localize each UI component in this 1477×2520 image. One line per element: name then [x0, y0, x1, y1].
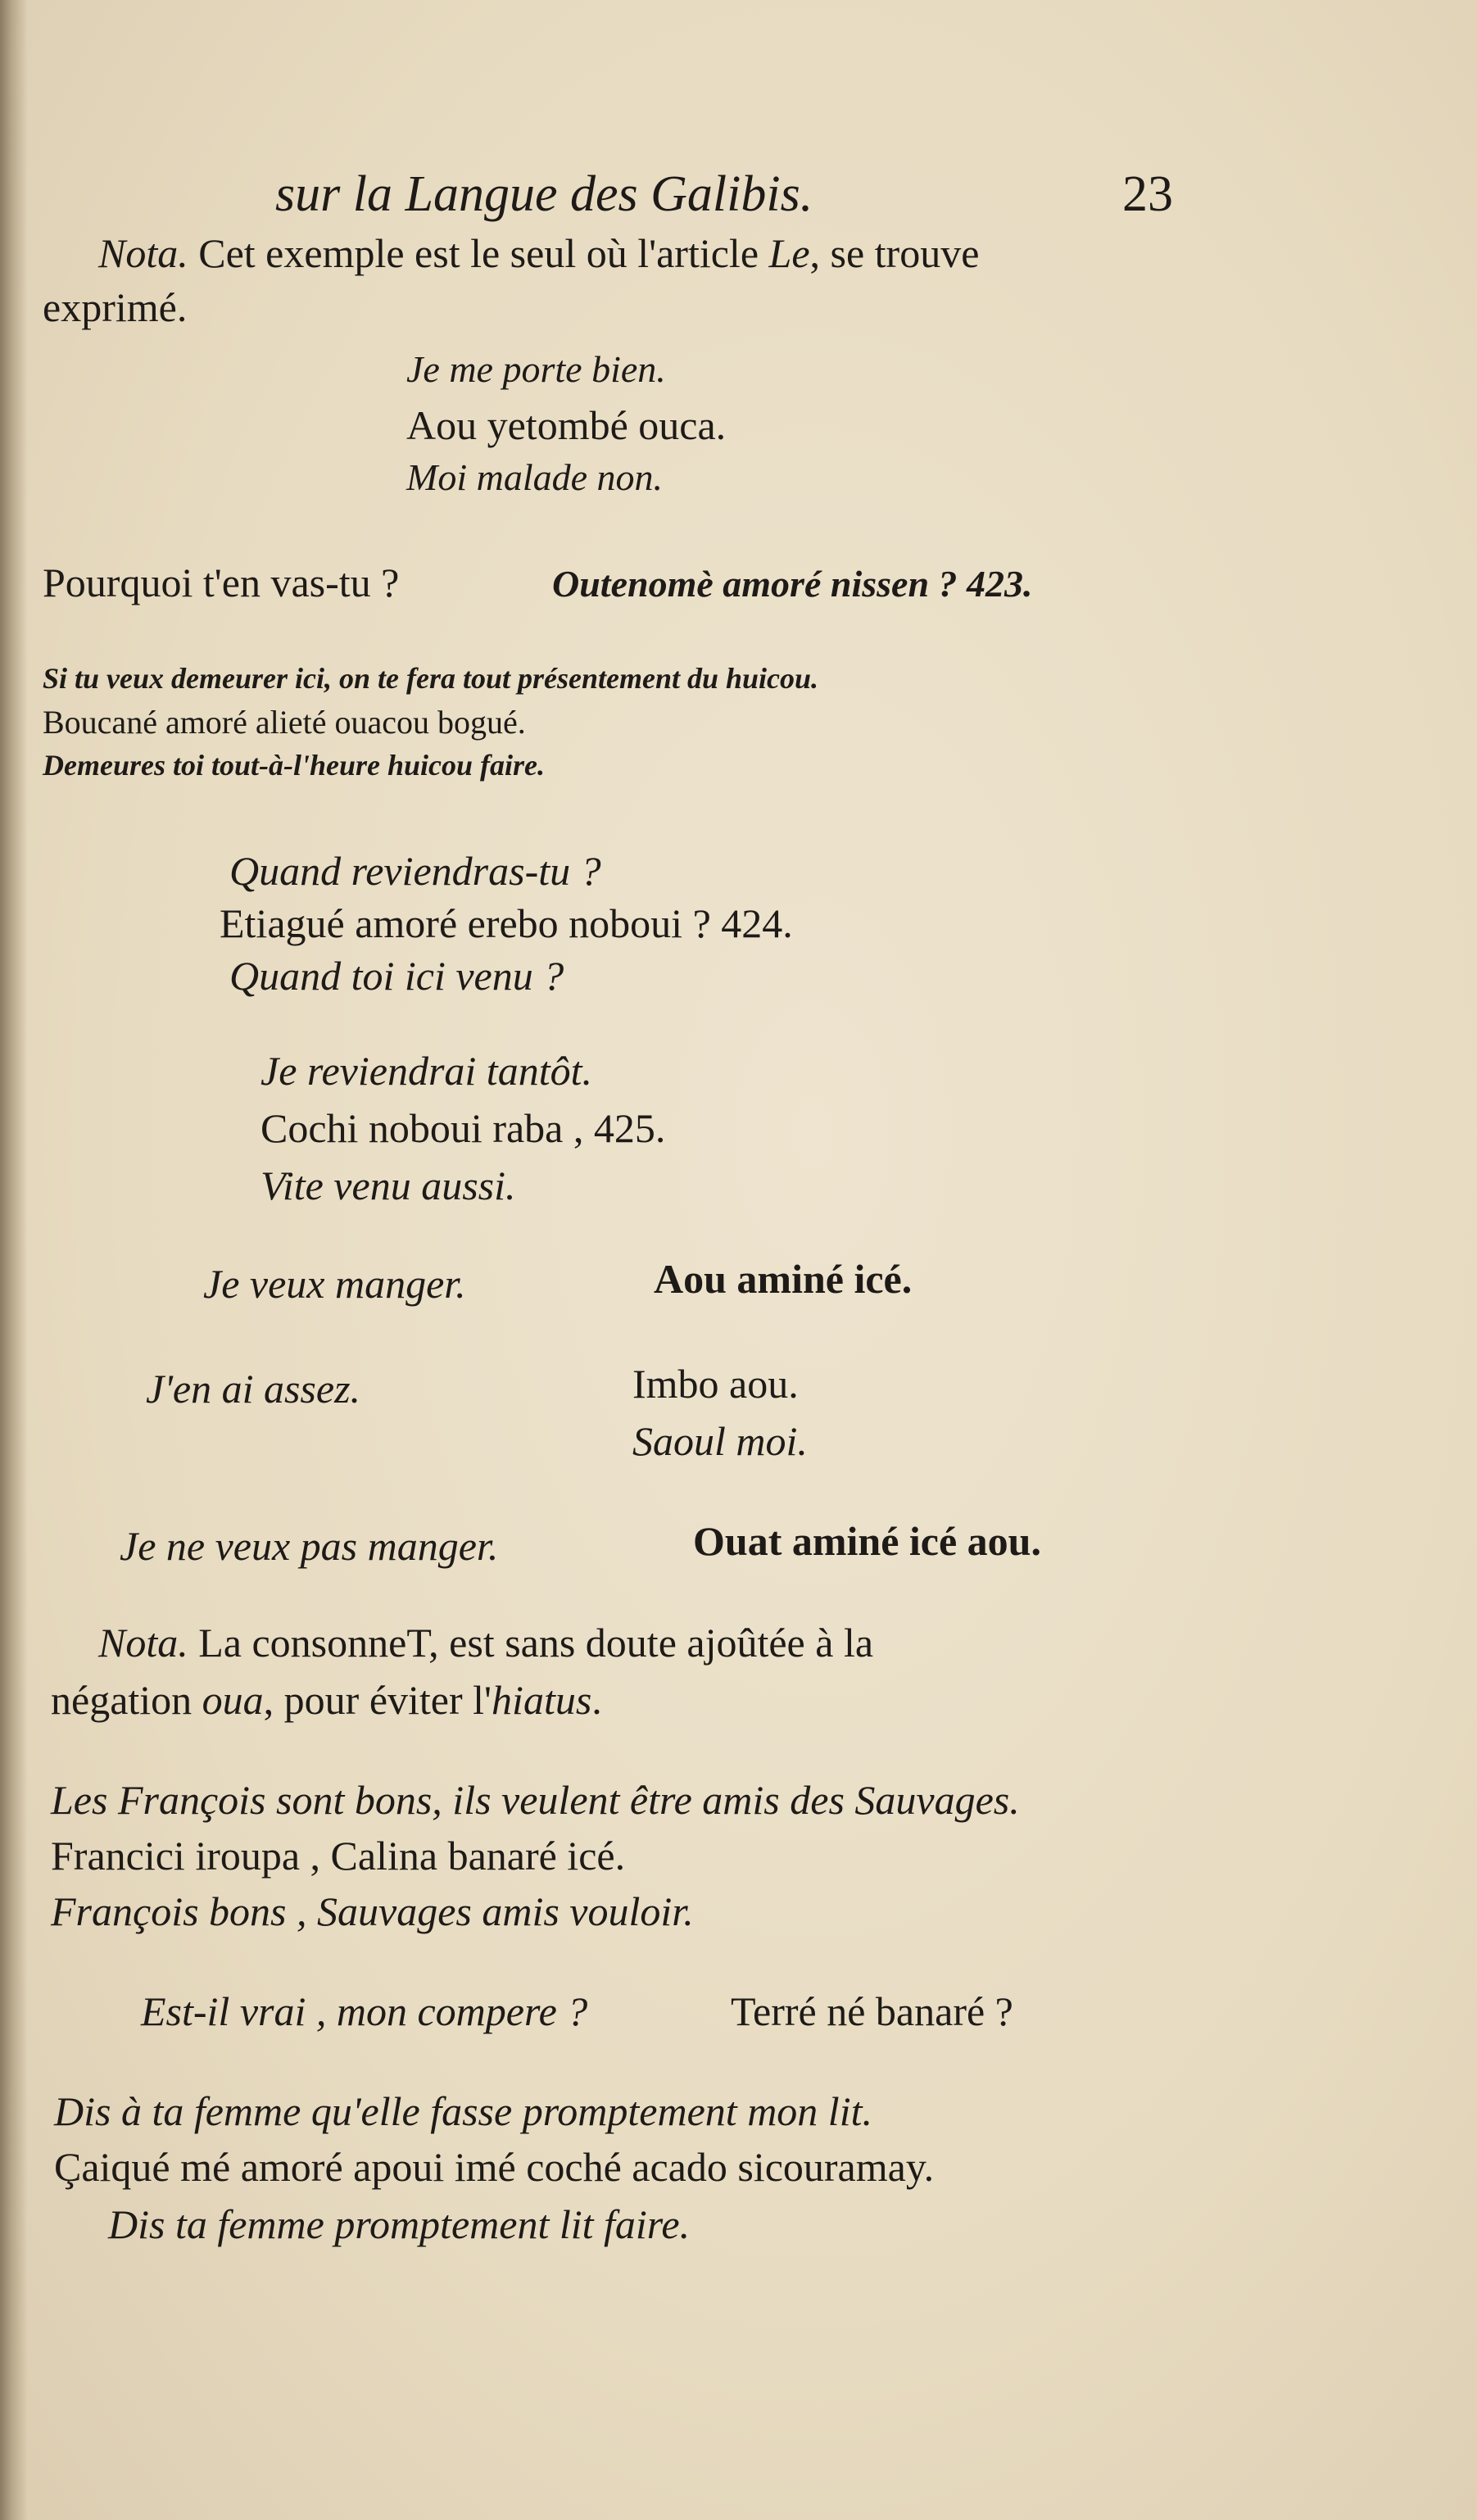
nota-label: Nota. [98, 230, 188, 276]
example-11-literal: Dis ta femme promptement lit faire. [108, 2201, 691, 2247]
example-4-galibi: Etiagué amoré erebo noboui ? 424. [220, 900, 793, 946]
example-5-galibi: Cochi noboui raba , 425. [261, 1105, 666, 1151]
example-5-literal: Vite venu aussi. [261, 1163, 516, 1208]
note-1-text: Cet exemple est le seul où l'article [198, 230, 759, 276]
page-gutter-shadow [0, 0, 28, 2520]
example-11-galibi: Çaiqué mé amoré apoui imé coché acado sicouramay. [54, 2144, 935, 2190]
page-number: 23 [1122, 166, 1173, 222]
example-2-galibi: Outenomè amoré nissen ? 423. [552, 563, 1033, 605]
running-head-title: sur la Langue des Galibis. [275, 166, 813, 222]
example-10-french: Est-il vrai , mon compere ? [141, 1988, 588, 2034]
example-9-literal: François bons , Sauvages amis vouloir. [51, 1888, 694, 1934]
example-3-galibi: Boucané amoré alieté ouacou bogué. [43, 704, 526, 741]
example-1-french: Je me porte bien. [406, 348, 666, 390]
example-8-french: Je ne veux pas manger. [120, 1523, 499, 1569]
note-2-line-2 [51, 1677, 602, 1723]
nota-label: Nota. [98, 1620, 188, 1666]
example-10-galibi: Terré né banaré ? [731, 1988, 1013, 2034]
example-6-french: Je veux manger. [203, 1261, 466, 1307]
example-9-french: Les François sont bons, ils veulent être amis des Sauvages. [51, 1777, 1020, 1823]
example-3-french: Si tu veux demeurer ici, on te fera tout présentement du huicou. [43, 662, 819, 695]
example-7-galibi: Imbo aou. [632, 1361, 799, 1407]
example-5-french: Je reviendrai tantôt. [261, 1048, 592, 1094]
example-7-literal: Saoul moi. [632, 1418, 808, 1464]
example-8-galibi: Ouat aminé icé aou. [693, 1518, 1041, 1564]
note-2-pre: négation [51, 1677, 193, 1723]
note-2-word: oua [202, 1677, 264, 1723]
example-2-french: Pourquoi t'en vas-tu ? [43, 560, 400, 605]
note-2-line-1 [98, 1620, 874, 1666]
example-7-french: J'en ai assez. [146, 1366, 361, 1412]
example-3-literal: Demeures toi tout-à-l'heure huicou faire. [43, 749, 546, 782]
example-9-galibi: Francici iroupa , Calina banaré icé. [51, 1833, 626, 1879]
example-11-french: Dis à ta femme qu'elle fasse promptement mon lit. [54, 2088, 872, 2134]
note-1-line-1 [98, 230, 980, 276]
note-2-mid: , pour éviter l' [263, 1677, 492, 1723]
note-1-line-2: exprimé. [43, 284, 188, 330]
example-1-galibi: Aou yetombé ouca. [406, 402, 727, 448]
note-1-tail: , se trouve [809, 230, 980, 276]
note-1-article: Le [768, 230, 810, 276]
example-1-literal: Moi malade non. [406, 456, 664, 498]
example-4-french: Quand reviendras-tu ? [229, 848, 601, 894]
example-4-literal: Quand toi ici venu ? [229, 953, 564, 999]
example-6-galibi: Aou aminé icé. [654, 1256, 913, 1302]
note-2-end: . [591, 1677, 602, 1723]
note-2-text: La consonneT, est sans doute ajoûtée à la [198, 1620, 874, 1666]
note-2-hiatus: hiatus [492, 1677, 592, 1723]
